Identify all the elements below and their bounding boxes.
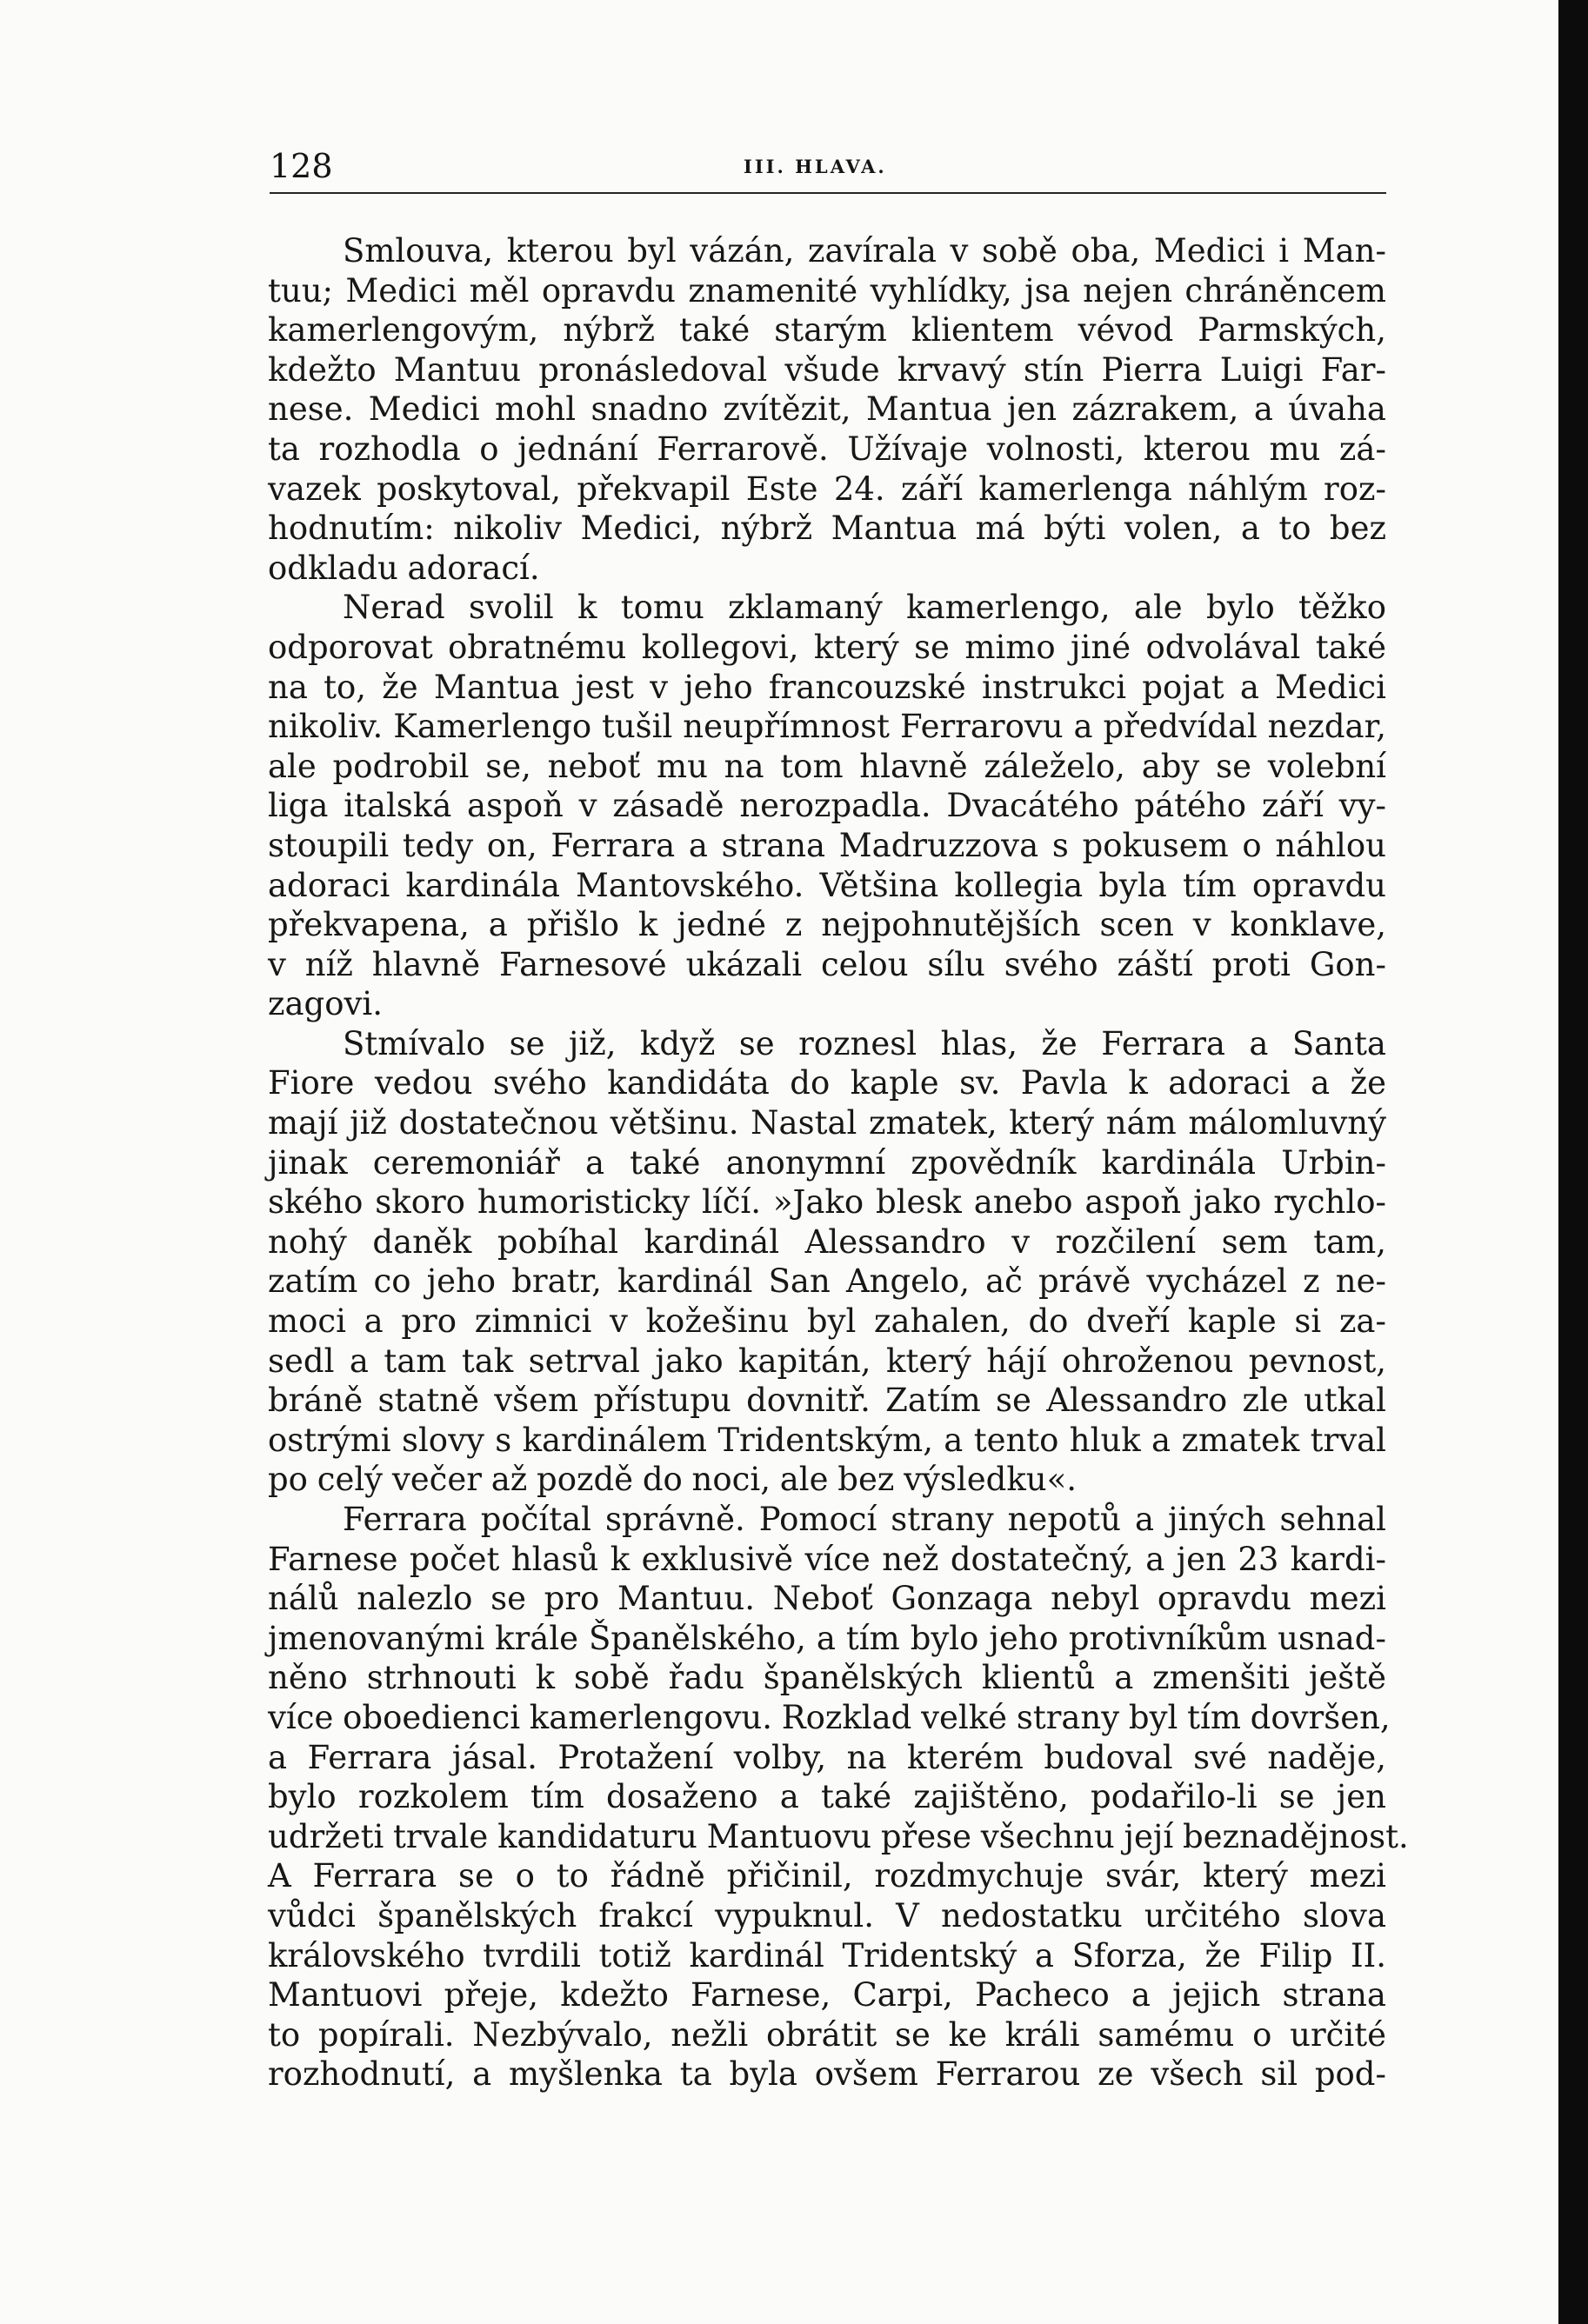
text-line: nohý daněk pobíhal kardinál Alessandro v rozčilení sem tam, (268, 1222, 1386, 1261)
text-line: hodnutím: nikoliv Medici, nýbrž Mantua má býti volen, a to bez (268, 509, 1386, 548)
text-line: ta rozhodla o jednání Ferrarově. Užívaje volnosti, kterou mu zá- (268, 430, 1386, 468)
text-line: Farnese počet hlasů k exklusivě více než dostatečný, a jen 23 kardi- (268, 1540, 1386, 1578)
text-line: Fiore vedou svého kandidáta do kaple sv. Pavla k adoraci a že (268, 1064, 1386, 1102)
text-line: sedl a tam tak setrval jako kapitán, který hájí ohroženou pevnost, (268, 1342, 1386, 1380)
paragraph-3 (268, 1024, 1386, 1500)
text-line: Stmívalo se již, když se roznesl hlas, že Ferrara a Santa (343, 1024, 1386, 1062)
text-line: Ferrara počítal správně. Pomocí strany nepotů a jiných sehnal (343, 1501, 1386, 1538)
text-line: moci a pro zimnici v kožešinu byl zahalen, do dveří kaple si za- (268, 1302, 1386, 1341)
text-line: tuu; Medici měl opravdu znamenité vyhlídky, jsa nejen chráněncem (268, 271, 1386, 310)
text-line: vůdci španělských frakcí vypuknul. V nedostatku určitého slova (268, 1896, 1386, 1934)
text-line: zagovi. (268, 985, 384, 1023)
text-line: na to, že Mantua jest v jeho francouzské instrukci pojat a Medici (268, 668, 1386, 706)
text-line: nese. Medici mohl snadno zvítězit, Mantua jen zázrakem, a úvaha (268, 390, 1386, 429)
text-line: rozhodnutí, a myšlenka ta byla ovšem Ferrarou ze všech sil pod- (268, 2055, 1386, 2094)
paragraph-2 (268, 588, 1386, 1024)
paragraph-1 (268, 231, 1386, 588)
text-line: udržeti trvale kandidaturu Mantuovu přese všechnu její beznadějnost. (268, 1817, 1409, 1855)
text-line: odkladu adorací. (268, 549, 540, 587)
page-number: 128 (270, 147, 333, 185)
running-head: III. HLAVA. (744, 156, 887, 177)
text-line: Mantuovi přeje, kdežto Farnese, Carpi, Pacheco a jejich strana (268, 1976, 1386, 2014)
text-line: Smlouva, kterou byl vázán, zavírala v sobě oba, Medici i Man- (343, 232, 1386, 270)
text-line: adoraci kardinála Mantovského. Většina kollegia byla tím opravdu (268, 866, 1386, 904)
text-line: bylo rozkolem tím dosaženo a také zajištěno, podařilo-li se jen (268, 1778, 1386, 1816)
text-line: zatím co jeho bratr, kardinál San Angelo, ač právě vycházel z ne- (268, 1262, 1386, 1301)
text-line: liga italská aspoň v zásadě nerozpadla. Dvacátého pátého září vy- (268, 787, 1386, 825)
text-line: A Ferrara se o to řádně přičinil, rozdmychuje svár, který mezi (268, 1857, 1386, 1895)
text-line: ostrými slovy s kardinálem Tridentským, a tento hluk a zmatek trval (268, 1421, 1386, 1459)
text-line: mají již dostatečnou většinu. Nastal zmatek, který nám málomluvný (268, 1104, 1386, 1142)
text-line: bráně statně všem přístupu dovnitř. Zatím se Alessandro zle utkal (268, 1382, 1386, 1420)
text-line: více oboedienci kamerlengovu. Rozklad velké strany byl tím dovršen, (268, 1698, 1391, 1736)
page-header (270, 143, 1386, 194)
text-line: ale podrobil se, neboť mu na tom hlavně záleželo, aby se volební (268, 747, 1386, 785)
text-line: překvapena, a přišlo k jedné z nejpohnutějších scen v konklave, (268, 906, 1386, 944)
text-line: jmenovanými krále Španělského, a tím bylo jeho protivníkům usnad- (268, 1619, 1386, 1657)
text-line: nikoliv. Kamerlengo tušil neupřímnost Ferrarovu a předvídal nezdar, (268, 708, 1386, 746)
text-line: kamerlengovým, nýbrž také starým klientem vévod Parmských, (268, 311, 1386, 350)
text-line: nálů nalezlo se pro Mantuu. Neboť Gonzaga nebyl opravdu mezi (268, 1580, 1386, 1618)
text-line: odporovat obratnému kollegovi, který se mimo jiné odvolával také (268, 628, 1386, 666)
text-line: v níž hlavně Farnesové ukázali celou sílu svého záští proti Gon- (268, 945, 1386, 983)
text-line: kdežto Mantuu pronásledoval všude krvavý stín Pierra Luigi Far- (268, 350, 1386, 389)
text-line: a Ferrara jásal. Protažení volby, na kterém budoval své naděje, (268, 1738, 1386, 1776)
text-line: Nerad svolil k tomu zklamaný kamerlengo, ale bylo těžko (343, 589, 1386, 627)
text-line: to popírali. Nezbývalo, nežli obrátit se ke králi samému o určité (268, 2015, 1386, 2054)
text-line: jinak ceremoniář a také anonymní zpovědník kardinála Urbin- (268, 1143, 1386, 1182)
body-text (268, 231, 1409, 2094)
text-line: královského tvrdili totiž kardinál Tridentský a Sforza, že Filip II. (268, 1936, 1386, 1974)
header-rule (270, 192, 1386, 194)
text-line: stoupili tedy on, Ferrara a strana Madruzzova s pokusem o náhlou (268, 826, 1386, 864)
scan-edge (1558, 0, 1588, 2324)
text-line: vazek poskytoval, překvapil Este 24. září kamerlenga náhlým roz- (268, 469, 1386, 508)
text-line: po celý večer až pozdě do noci, ale bez výsledku«. (268, 1461, 1077, 1499)
text-line: něno strhnouti k sobě řadu španělských klientů a zmenšiti ještě (268, 1659, 1386, 1697)
text-line: ského skoro humoristicky líčí. »Jako blesk anebo aspoň jako rychlo- (268, 1183, 1386, 1222)
paragraph-4 (268, 1500, 1409, 2094)
